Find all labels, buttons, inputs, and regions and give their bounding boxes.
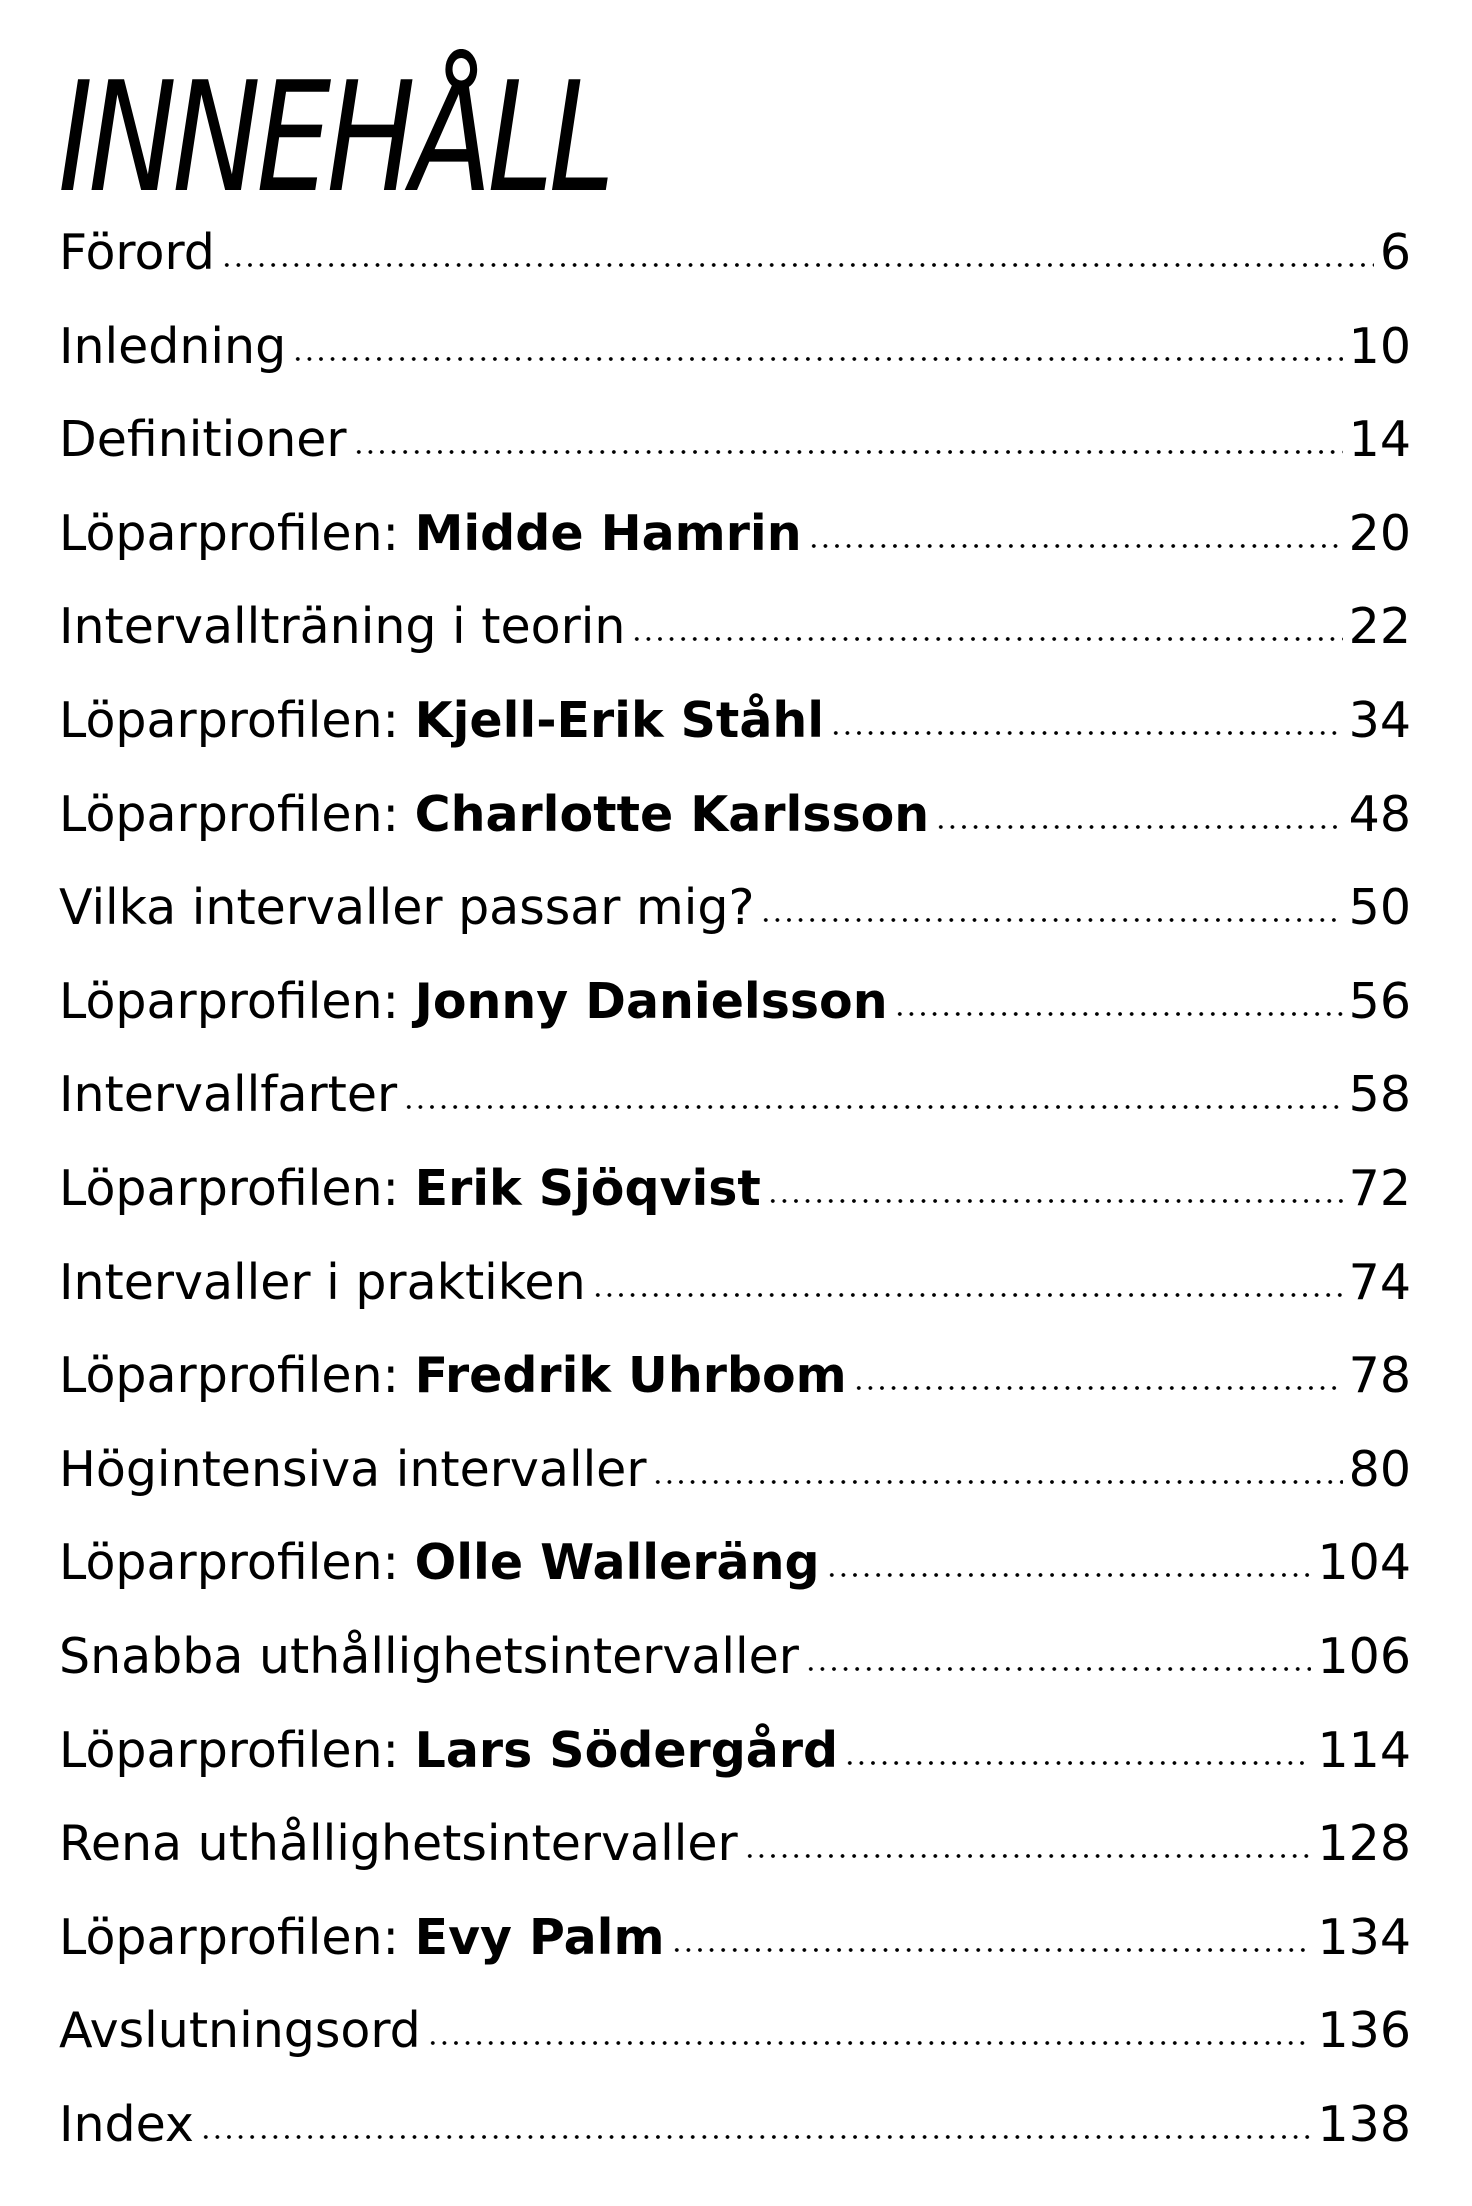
toc-entry-page-number: 136: [1317, 2002, 1411, 2060]
toc-entry-title: [59, 1159, 761, 1219]
toc-entry-page-number: 78: [1348, 1347, 1411, 1405]
dot-leader: [894, 1012, 1343, 1016]
dot-leader: [652, 1480, 1342, 1484]
dot-leader: [935, 825, 1342, 829]
toc-entry: [59, 1346, 1411, 1440]
toc-entry: [59, 1627, 1411, 1721]
toc-entry-page-number: 10: [1348, 317, 1411, 375]
toc-entry: [59, 317, 1411, 411]
toc-entry-page-number: 106: [1317, 1627, 1411, 1685]
toc-entry-label: Intervallfarter: [59, 1066, 398, 1124]
toc-entry-profile-name: Erik Sjöqvist: [414, 1159, 761, 1217]
toc-entry-profile-name: Lars Södergård: [414, 1721, 839, 1779]
dot-leader: [427, 2041, 1312, 2045]
toc-entry-title: [59, 972, 888, 1032]
toc-entry-label: Löparprofilen:: [59, 1159, 415, 1217]
toc-entry: [59, 597, 1411, 691]
dot-leader: [760, 918, 1342, 922]
toc-entry: [59, 1908, 1411, 2002]
toc-entry-profile-name: Midde Hamrin: [414, 504, 802, 562]
toc-entry: [59, 1440, 1411, 1534]
toc-entry-title: [59, 504, 802, 564]
dot-leader: [631, 637, 1342, 641]
toc-entry: [59, 972, 1411, 1066]
toc-entry-title: [59, 1533, 820, 1593]
toc-entry-profile-name: Fredrik Uhrbom: [414, 1347, 847, 1405]
toc-entry: [59, 785, 1411, 879]
toc-entry-page-number: 138: [1317, 2095, 1411, 2153]
toc-entry-title: [59, 691, 824, 751]
toc-entry-page-number: 134: [1317, 1908, 1411, 1966]
toc-entry-page-number: 114: [1317, 1721, 1411, 1779]
toc-entry-label: Löparprofilen:: [59, 1534, 415, 1592]
toc-entry-label: Rena uthållighetsintervaller: [59, 1815, 738, 1873]
toc-entry-label: Löparprofilen:: [59, 504, 415, 562]
toc-entry: [59, 1065, 1411, 1159]
toc-entry-profile-name: Jonny Danielsson: [414, 972, 888, 1030]
toc-entry: [59, 410, 1411, 504]
toc-entry-title: [59, 317, 286, 377]
toc-entry-label: Intervallträning i teorin: [59, 598, 626, 656]
dot-leader: [826, 1573, 1312, 1577]
toc-entry-title: [59, 1346, 847, 1406]
dot-leader: [744, 1854, 1312, 1858]
toc-entry-title: [59, 1908, 665, 1968]
toc-entry-profile-name: Olle Walleräng: [414, 1534, 820, 1592]
toc-entry: [59, 223, 1411, 317]
toc-entry-profile-name: Evy Palm: [414, 1908, 665, 1966]
toc-entry: [59, 1721, 1411, 1815]
toc-entry-label: Löparprofilen:: [59, 1347, 415, 1405]
toc-entry-title: [59, 410, 347, 470]
toc-entry-label: Förord: [59, 224, 215, 281]
toc-entry-label: Löparprofilen:: [59, 972, 415, 1030]
toc-entry-title: [59, 1065, 397, 1125]
toc-entry-label: Löparprofilen:: [59, 1908, 415, 1966]
toc-entry-page-number: 22: [1348, 598, 1411, 656]
toc-entry: [59, 1533, 1411, 1627]
toc-entry-page-number: 58: [1348, 1066, 1411, 1124]
toc-entry-label: Löparprofilen:: [59, 1721, 415, 1779]
toc-entry-title: [59, 1440, 646, 1500]
toc-entry-page-number: 56: [1348, 972, 1411, 1030]
toc-entry-label: Snabba uthållighetsintervaller: [59, 1627, 799, 1685]
toc-entry-title: [59, 2095, 194, 2155]
toc-entry-page-number: 20: [1348, 504, 1411, 562]
dot-leader: [805, 1667, 1312, 1671]
page-title: INNEHÅLL: [58, 49, 611, 226]
toc-entry-title: [59, 878, 754, 938]
toc-entry-page-number: 72: [1348, 1159, 1411, 1217]
toc-entry-title: [59, 223, 215, 283]
dot-leader: [830, 731, 1343, 735]
toc-entry-label: Högintensiva intervaller: [59, 1440, 647, 1498]
toc-entry-label: Löparprofilen:: [59, 691, 415, 749]
toc-list: [59, 223, 1411, 2188]
dot-leader: [403, 1105, 1342, 1109]
toc-entry: [59, 504, 1411, 598]
toc-entry: [59, 1814, 1411, 1908]
toc-entry-page-number: 48: [1348, 785, 1411, 843]
toc-entry: [59, 878, 1411, 972]
toc-entry-page-number: 34: [1348, 691, 1411, 749]
toc-entry-label: Avslutningsord: [59, 2002, 421, 2060]
dot-leader: [292, 357, 1342, 361]
toc-entry-page-number: 80: [1348, 1440, 1411, 1498]
toc-entry: [59, 2095, 1411, 2189]
toc-entry-label: Inledning: [59, 317, 287, 375]
toc-entry-label: Intervaller i praktiken: [59, 1253, 586, 1311]
dot-leader: [353, 450, 1343, 454]
toc-entry: [59, 1253, 1411, 1347]
dot-leader: [671, 1948, 1312, 1952]
toc-entry-title: [59, 785, 929, 845]
toc-entry-page-number: 50: [1348, 879, 1411, 937]
dot-leader: [592, 1293, 1343, 1297]
dot-leader: [808, 544, 1343, 548]
toc-entry-profile-name: Kjell-Erik Ståhl: [414, 691, 825, 749]
toc-entry-title: [59, 1721, 838, 1781]
toc-entry-title: [59, 1253, 586, 1313]
toc-entry-page-number: 128: [1317, 1815, 1411, 1873]
toc-entry-page-number: 104: [1317, 1534, 1411, 1592]
toc-entry-title: [59, 1627, 799, 1687]
dot-leader: [221, 263, 1374, 267]
toc-entry-page-number: 74: [1348, 1253, 1411, 1311]
toc-entry-label: Index: [59, 2095, 194, 2153]
toc-entry-label: Vilka intervaller passar mig?: [59, 879, 755, 937]
toc-entry-title: [59, 1814, 738, 1874]
toc-entry-page-number: 6: [1379, 224, 1411, 281]
dot-leader: [767, 1199, 1343, 1203]
dot-leader: [844, 1761, 1311, 1765]
toc-entry: [59, 691, 1411, 785]
dot-leader: [200, 2135, 1312, 2139]
toc-entry-title: [59, 597, 625, 657]
toc-entry-title: [59, 2001, 421, 2061]
dot-leader: [853, 1386, 1343, 1390]
toc-entry: [59, 2001, 1411, 2095]
toc-entry-profile-name: Charlotte Karlsson: [414, 785, 930, 843]
toc-entry-page-number: 14: [1348, 411, 1411, 469]
toc-entry-label: Definitioner: [59, 411, 347, 469]
toc-entry-label: Löparprofilen:: [59, 785, 415, 843]
toc-entry: [59, 1159, 1411, 1253]
